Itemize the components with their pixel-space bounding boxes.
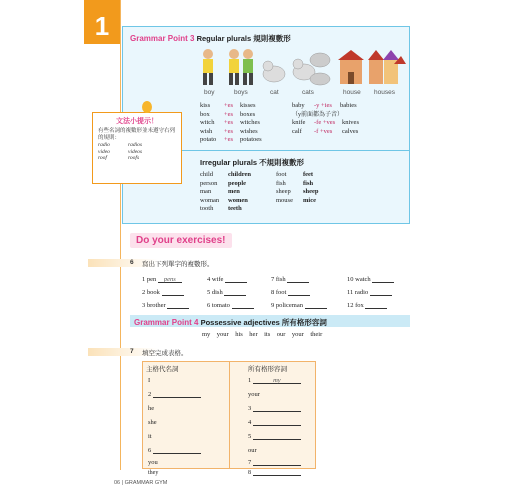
table-header-possessive: 所有格形容詞 xyxy=(248,366,287,373)
table-row: he xyxy=(148,405,155,412)
answer-field[interactable] xyxy=(253,433,301,440)
caption-cat: cat xyxy=(270,89,279,96)
answer-field[interactable] xyxy=(153,447,201,454)
table-row: 6 xyxy=(148,447,201,454)
gp3-header xyxy=(130,33,291,44)
ex6-item-3: 3 brother xyxy=(142,302,189,309)
answer-field[interactable] xyxy=(305,302,327,309)
irregular-col2: children people men women teeth xyxy=(228,171,251,212)
gp3-subtitle-cn: 規則複數形 xyxy=(253,34,291,43)
answer-field[interactable] xyxy=(287,276,309,283)
house-illustration xyxy=(338,50,364,84)
boy-illustration xyxy=(203,49,213,85)
unit-tab xyxy=(84,0,120,44)
answer-field[interactable]: my xyxy=(253,377,301,384)
rule-row: potato +es potatoes xyxy=(200,136,262,143)
irregular-col3: foot fish sheep mouse xyxy=(276,171,293,204)
rule-row: kiss +es kisses xyxy=(200,102,256,109)
gp4-words: my your his her its our your their xyxy=(202,331,323,338)
answer-field[interactable] xyxy=(232,302,254,309)
ex6-item-12: 12 fox xyxy=(347,302,387,309)
caption-boys: boys xyxy=(234,89,248,96)
table-row: your xyxy=(248,391,260,398)
cat-illustration xyxy=(263,61,285,82)
table-row: 3 xyxy=(248,405,301,412)
ex6-item-11: 11 radio xyxy=(347,289,392,296)
cats-illustration xyxy=(293,53,330,85)
lightbulb-icon xyxy=(142,101,152,113)
table-row: 4 xyxy=(248,419,301,426)
ex7-instruction: 填空完成表格。 xyxy=(142,350,188,357)
regular-rules-right: baby -y +ies babies （y前面都為子音） knife -fe +ves knives calf -f +ves calves xyxy=(292,102,359,135)
caption-house: house xyxy=(343,89,361,96)
ex6-item-9: 9 policeman xyxy=(271,302,327,309)
ex6-item-2: 2 book xyxy=(142,289,184,296)
table-row: she xyxy=(148,419,157,426)
tip-title: 文法小提示！ xyxy=(116,118,158,125)
table-row: our xyxy=(248,447,257,454)
ex6-item-4: 4 wife xyxy=(207,276,247,283)
table-row: it xyxy=(148,433,152,440)
boys-illustration xyxy=(229,49,253,85)
table-row: 1 my xyxy=(248,377,301,384)
gp3-subtitle: Regular plurals xyxy=(196,34,252,43)
rule-row: wish +es wishes xyxy=(200,127,258,135)
irregular-header: Irregular plurals 不規則複數形 xyxy=(200,158,305,167)
rule-row: box +es boxes xyxy=(200,110,256,118)
table-row: 7 xyxy=(248,459,301,466)
answer-field[interactable] xyxy=(253,405,301,412)
answer-field[interactable] xyxy=(253,470,301,476)
ex6-item-5: 5 dish xyxy=(207,289,246,296)
do-exercises-banner: Do your exercises! xyxy=(130,233,232,248)
answer-field[interactable] xyxy=(167,302,189,309)
unit-number: 1 xyxy=(94,11,110,41)
answer-field[interactable] xyxy=(162,289,184,296)
ex6-item-8: 8 foot xyxy=(271,289,310,296)
gp4-header: Grammar Point 4 Possessive adjectives 所有格形容詞 xyxy=(134,318,327,327)
irregular-col1: child person man woman tooth xyxy=(200,171,220,212)
ex6-item-10: 10 watch xyxy=(347,276,394,283)
answer-field[interactable]: pens xyxy=(158,276,182,283)
answer-field[interactable] xyxy=(225,276,247,283)
answer-field[interactable] xyxy=(253,459,301,466)
rule-row: witch +es witches xyxy=(200,119,260,126)
answer-field[interactable] xyxy=(370,289,392,296)
table-header-subject: 主格代名詞 xyxy=(146,366,179,373)
margin-line xyxy=(120,0,121,470)
ex6-instruction: 寫出下列單字的複數形。 xyxy=(142,261,214,268)
answer-field[interactable] xyxy=(365,302,387,309)
regular-rules-left xyxy=(200,102,280,145)
tip-words: radio radios video videos roof roofs xyxy=(98,142,143,161)
tip-body: 有些名詞的複數形並未遵守右列的規則： xyxy=(98,128,176,141)
houses-illustration xyxy=(368,50,406,84)
irregular-col4: feet fish sheep mice xyxy=(303,171,319,204)
answer-field[interactable] xyxy=(153,391,201,398)
ex6-item-1: 1 pen pens xyxy=(142,276,182,283)
ex6-number: 6 xyxy=(130,259,134,266)
table-row: you xyxy=(148,459,158,466)
caption-cats: cats xyxy=(302,89,314,96)
grammar-tip-note xyxy=(92,112,182,184)
ex6-item-7: 7 fish xyxy=(271,276,309,283)
answer-field[interactable] xyxy=(288,289,310,296)
ex6-item-6: 6 tomato xyxy=(207,302,254,309)
gp3-title: Grammar Point 3 xyxy=(130,34,195,43)
table-row: 5 xyxy=(248,433,301,440)
caption-houses: houses xyxy=(374,89,395,96)
ex7-number: 7 xyxy=(130,348,134,355)
table-row: 2 xyxy=(148,391,201,398)
table-row: they xyxy=(148,470,159,476)
table-row: 8 xyxy=(248,470,301,476)
answer-field[interactable] xyxy=(253,419,301,426)
plural-illustrations xyxy=(196,46,406,88)
caption-boy: boy xyxy=(204,89,215,96)
answer-field[interactable] xyxy=(224,289,246,296)
page-footer: 06 | GRAMMAR GYM xyxy=(114,480,168,486)
answer-field[interactable] xyxy=(372,276,394,283)
table-row: I xyxy=(148,377,151,384)
table-divider xyxy=(229,361,230,469)
